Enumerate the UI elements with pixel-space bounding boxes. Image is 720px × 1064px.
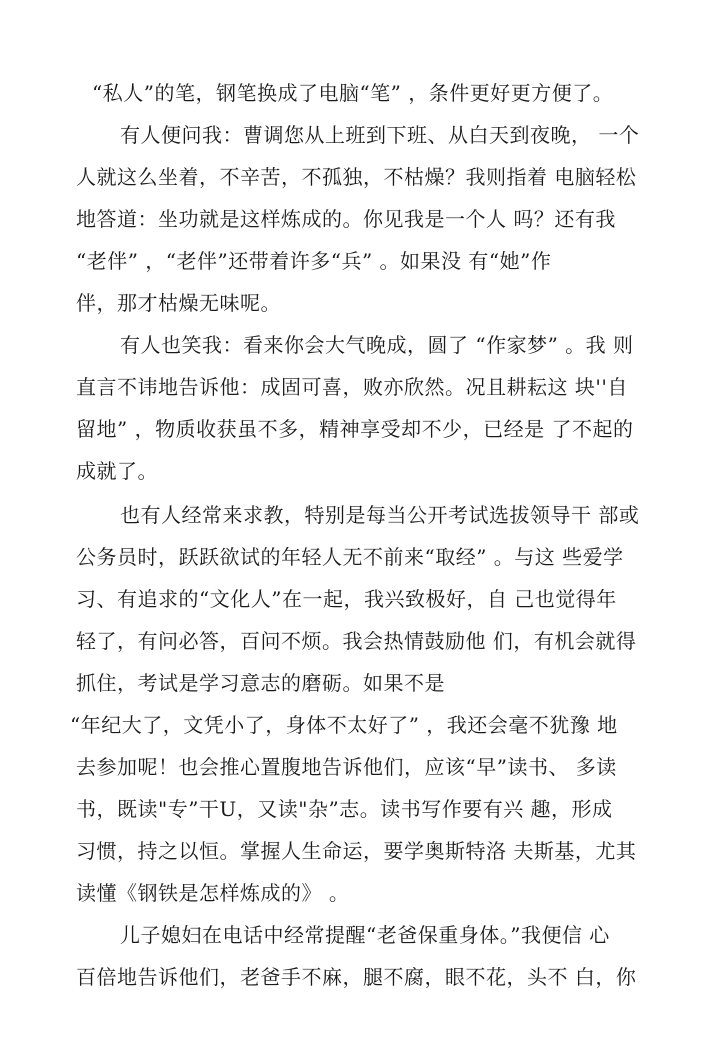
text-line: 伴，那才枯燥无味呢。 bbox=[76, 291, 281, 315]
text-line: 抓住，考试是学习意志的磨砺。如果不是 bbox=[76, 671, 445, 695]
text-line: 地答道：坐功就是这样炼成的。你见我是一个人 吗？还有我 bbox=[76, 207, 616, 231]
text-line: 留地” ，物质收获虽不多，精神享受却不少，已经是 了不起的 bbox=[76, 417, 634, 441]
text-line: “私人”的笔，钢笔换成了电脑“笔” ，条件更好更方便了。 bbox=[92, 81, 614, 105]
text-line: 习惯，持之以恒。掌握人生命运，要学奥斯特洛 夫斯基，尤其 bbox=[76, 839, 637, 863]
text-line: 读懂《钢铁是怎样炼成的》 。 bbox=[76, 881, 350, 905]
text-line: 百倍地告诉他们，老爸手不麻，腿不腐，眼不花，头不 白，你 bbox=[76, 965, 637, 989]
text-line: 去参加呢！也会推心置腹地告诉他们，应该“早”读书、 多读 bbox=[76, 755, 617, 779]
text-line: 轻了，有问必答，百问不烦。我会热情鼓励他 们，有机会就得 bbox=[76, 629, 637, 653]
text-line: 有人也笑我：看来你会大气晚成，圆了 “作家梦” 。我 则 bbox=[120, 333, 634, 357]
text-line: 儿子媳妇在电话中经常提醒“老爸保重身体。”我便信 心 bbox=[120, 923, 610, 947]
text-line: 成就了。 bbox=[76, 459, 158, 483]
text-line: 直言不讳地告诉他：成固可喜，败亦欣然。况且耕耘这 块''自 bbox=[76, 375, 628, 399]
text-line: “老伴” ，“老伴”还带着许多“兵” 。如果没 有“她”作 bbox=[76, 249, 552, 273]
text-line: 也有人经常来求教，特别是每当公开考试选拔领导干 部或 bbox=[120, 503, 640, 527]
text-line: 公务员时，跃跃欲试的年轻人无不前来“取经” 。与这 些爱学 bbox=[76, 545, 624, 569]
text-line: 书，既读"专”干U，又读"杂”志。读书写作要有兴 趣，形成 bbox=[76, 797, 613, 821]
text-line: 人就这么坐着，不辛苦，不孤独，不枯燥？我则指着 电脑轻松 bbox=[76, 165, 637, 189]
text-line: 习、有追求的“文化人”在一起，我兴致极好，自 己也觉得年 bbox=[76, 587, 617, 611]
text-line: “年纪大了，文凭小了，身体不太好了” ，我还会毫不犹豫 地 bbox=[70, 713, 618, 737]
text-line: 有人便问我：曹调您从上班到下班、从白天到夜晚， 一个 bbox=[120, 123, 640, 147]
